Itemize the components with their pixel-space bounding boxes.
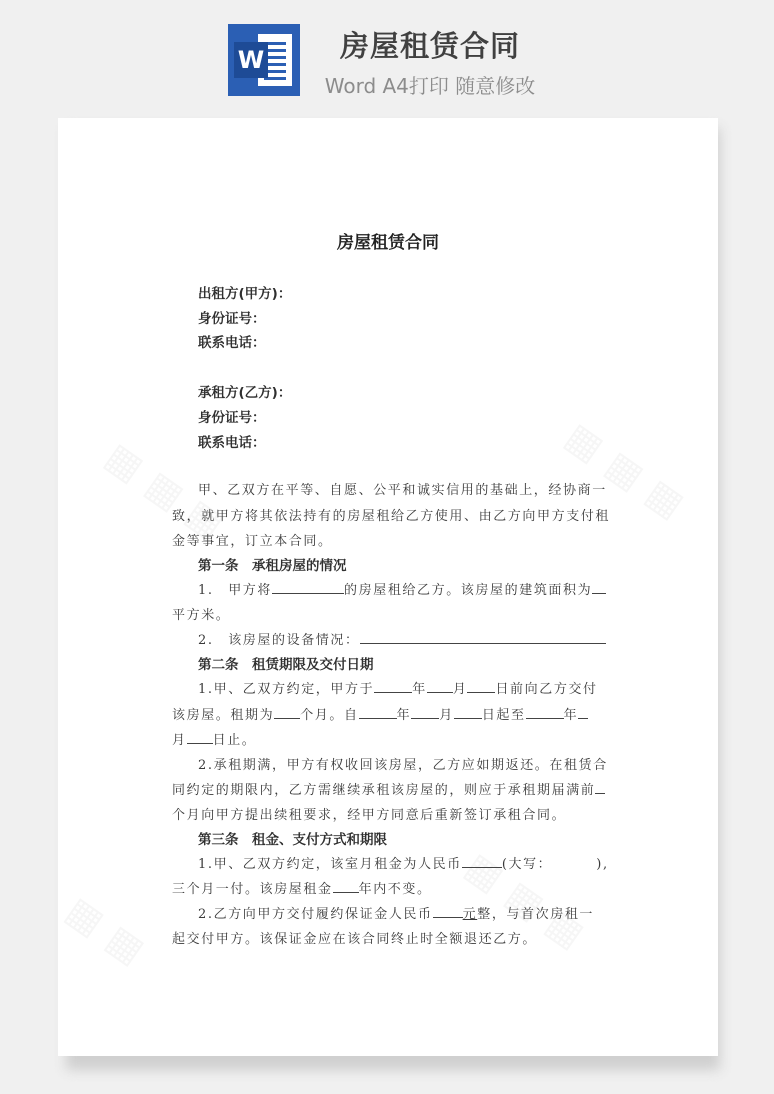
article-2-line: 该房屋。租期为 个月。自 年 月 日起至 年 [172,704,588,723]
article-2-paragraph-2: 2.承租期满，甲方有权收回该房屋，乙方应如期返还。在租赁合 [198,758,608,773]
article-2-paragraph-2: 个月向甲方提出续租要求，经甲方同意后重新签订承租合同。 [172,808,567,823]
intro-paragraph-line: 甲、乙双方在平等、自愿、公平和诚实信用的基础上，经协商一 [198,483,607,498]
header-title: 房屋租赁合同 [339,29,520,63]
word-icon [228,24,300,96]
article-2-heading: 第二条 租赁期限及交付日期 [198,657,374,673]
document-page [58,118,718,1056]
article-2-line: 1.甲、乙双方约定，甲方于 年 月 日前向乙方交付 [198,678,598,697]
header-subtitle: Word A4打印 随意修改 [324,74,536,98]
intro-paragraph-line: 金等事宜，订立本合同。 [172,534,333,549]
word-letter: W [234,42,268,78]
article-1-heading: 第一条 承租房屋的情况 [198,558,347,574]
article-3-line: 2.乙方向甲方交付履约保证金人民币 元整，与首次房租一 [198,903,594,922]
article-1-item-1-cont: 平方米。 [172,608,231,623]
lessor-label: 出租方(甲方)： [198,286,292,302]
lessee-phone-label: 联系电话： [198,435,266,451]
article-2-paragraph-2: 同约定的期限内，乙方需继续承租该房屋的，则应于承租期届满前 [172,779,605,798]
lessor-phone-label: 联系电话： [198,335,266,351]
lessee-id-label: 身份证号： [198,410,266,426]
article-3-line: 起交付甲方。该保证金应在该合同终止时全额退还乙方。 [172,932,538,947]
article-3-line: 三个月一付。该房屋租金 年内不变。 [172,878,432,897]
document-title: 房屋租赁合同 [337,233,439,253]
article-2-line: 月 日止。 [172,729,256,748]
article-1-item-2: 2. 该房屋的设备情况： [198,629,606,648]
intro-paragraph-line: 致，就甲方将其依法持有的房屋租给乙方使用、由乙方向甲方支付租 [172,509,611,524]
lessee-label: 承租方(乙方)： [198,385,292,401]
watermark [58,888,153,973]
article-1-item-1: 1. 甲方将 的房屋租给乙方。该房屋的建筑面积为 [198,579,606,598]
article-3-heading: 第三条 租金、支付方式和期限 [198,832,387,848]
lessor-id-label: 身份证号： [198,311,266,327]
article-3-line: 1.甲、乙双方约定，该室月租金为人民币 (大写： ), [198,853,609,872]
